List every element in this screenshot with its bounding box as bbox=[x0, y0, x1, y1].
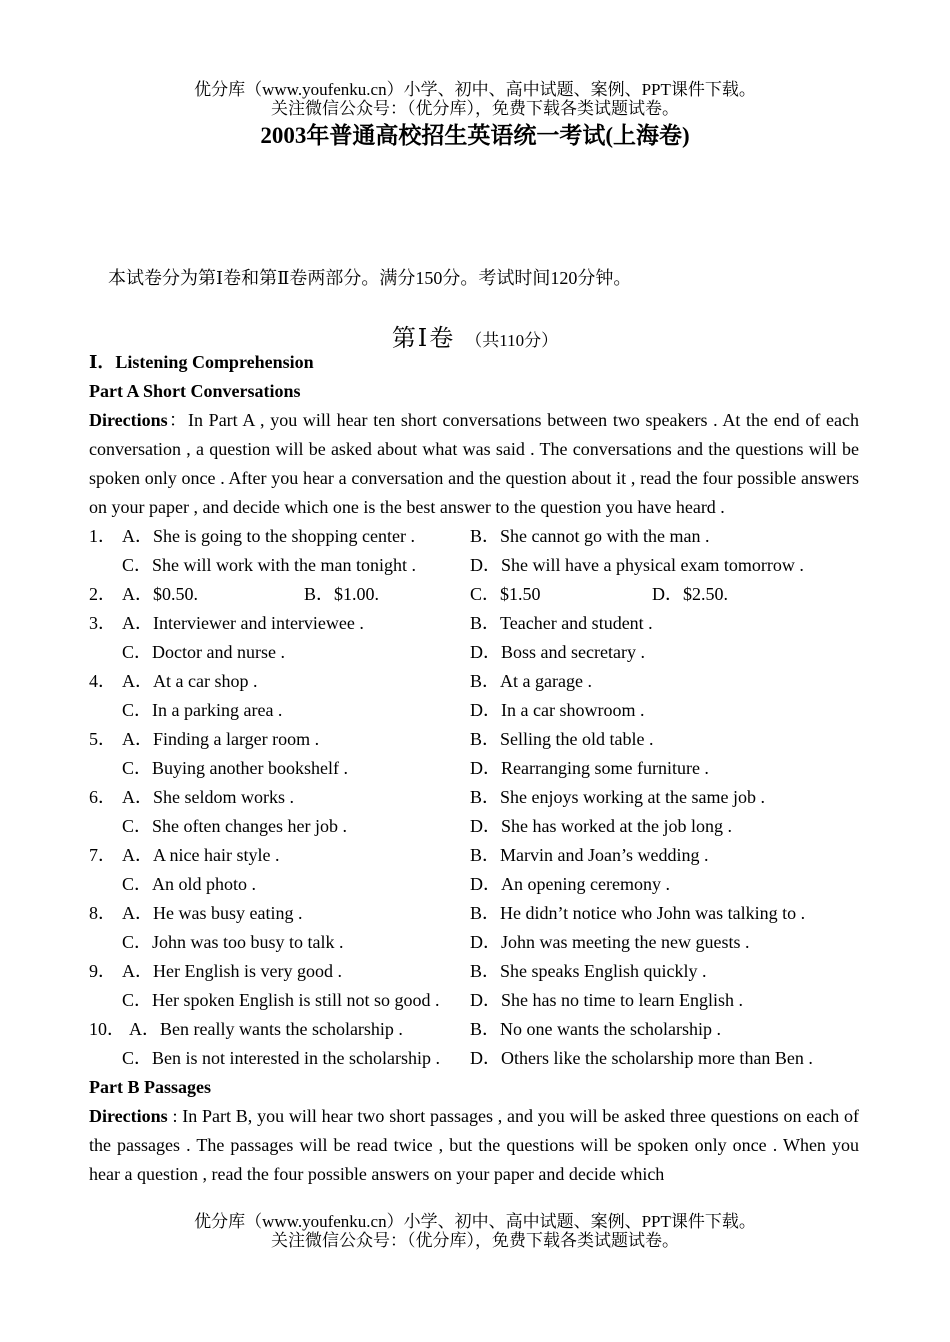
part-b-directions bbox=[89, 1102, 859, 1189]
option-a: A．A nice hair style . bbox=[122, 845, 280, 865]
part-a-title: Part A Short Conversations bbox=[89, 381, 301, 401]
page-title: 2003年普通高校招生英语统一考试(上海卷) bbox=[260, 123, 690, 148]
exam-content bbox=[89, 348, 859, 1189]
directions-text: ：In Part A , you will hear ten short conversations between two speakers . At the end of each conversation , a question will be asked about what was said . The conversations and the questions will be spoken only once . After you hear a conversation and the question about it , read the four possible answers on your paper , and decide which one is the best answer to the question you have heard . bbox=[89, 410, 859, 517]
option-d: D．Others like the scholarship more than Ben . bbox=[470, 1048, 813, 1068]
question-number: 3． bbox=[89, 613, 116, 633]
part-a-directions bbox=[89, 406, 859, 522]
option-a: A．She seldom works . bbox=[122, 787, 294, 807]
question-row bbox=[89, 580, 859, 609]
option-d: D．John was meeting the new guests . bbox=[470, 932, 750, 952]
question-row bbox=[89, 1015, 859, 1044]
question-row bbox=[89, 841, 859, 870]
option-c: C．Ben is not interested in the scholarship . bbox=[122, 1048, 440, 1068]
option-c: C．Her spoken English is still not so good . bbox=[122, 990, 440, 1010]
part-b-title: Part B Passages bbox=[89, 1077, 211, 1097]
section-number: Ⅰ． bbox=[89, 352, 116, 372]
question-number: 4． bbox=[89, 671, 116, 691]
option-d: D．Boss and secretary . bbox=[470, 642, 645, 662]
directions-label: Directions bbox=[89, 410, 168, 430]
option-a: A．$0.50. bbox=[122, 584, 198, 604]
option-c: C．An old photo . bbox=[122, 874, 257, 894]
option-a: A．At a car shop . bbox=[122, 671, 258, 691]
footer-line-2: 关注微信公众号：（优分库），免费下载各类试题试卷。 bbox=[271, 1231, 679, 1250]
option-c: C．$1.50 bbox=[470, 584, 541, 604]
question-number: 10． bbox=[89, 1019, 125, 1039]
question-number: 9． bbox=[89, 961, 116, 981]
option-a: A．He was busy eating . bbox=[122, 903, 303, 923]
question-row bbox=[89, 812, 859, 841]
question-number: 7． bbox=[89, 845, 116, 865]
option-c: C．She often changes her job . bbox=[122, 816, 347, 836]
question-row bbox=[89, 522, 859, 551]
option-a: A．Her English is very good . bbox=[122, 961, 342, 981]
option-a: A．Finding a larger room . bbox=[122, 729, 320, 749]
option-d: D．Rearranging some furniture . bbox=[470, 758, 709, 778]
question-number: 2． bbox=[89, 584, 116, 604]
section-heading bbox=[89, 348, 859, 377]
option-d: D．An opening ceremony . bbox=[470, 874, 670, 894]
option-d: D．She will have a physical exam tomorrow . bbox=[470, 555, 804, 575]
option-c: C．Buying another bookshelf . bbox=[122, 758, 348, 778]
option-c: C．In a parking area . bbox=[122, 700, 283, 720]
option-c: C．Doctor and nurse . bbox=[122, 642, 285, 662]
question-row bbox=[89, 667, 859, 696]
option-a: A．She is going to the shopping center . bbox=[122, 526, 415, 546]
question-row bbox=[89, 870, 859, 899]
question-row bbox=[89, 1044, 859, 1073]
question-row bbox=[89, 899, 859, 928]
option-a: A．Interviewer and interviewee . bbox=[122, 613, 364, 633]
section-title: Listening Comprehension bbox=[115, 352, 314, 372]
footer-line-1: 优分库（www.youfenku.cn）小学、初中、高中试题、案例、PPT课件下载。 bbox=[194, 1212, 756, 1231]
option-d: D．In a car showroom . bbox=[470, 700, 645, 720]
option-b: B．He didn’t notice who John was talking to . bbox=[470, 903, 806, 923]
question-number: 5． bbox=[89, 729, 116, 749]
volume-score: （共110分） bbox=[465, 331, 559, 350]
option-d: D．She has no time to learn English . bbox=[470, 990, 743, 1010]
header-line-2: 关注微信公众号：（优分库），免费下载各类试题试卷。 bbox=[271, 99, 679, 118]
option-b: B．$1.00. bbox=[304, 584, 380, 604]
option-d: D．She has worked at the job long . bbox=[470, 816, 732, 836]
option-b: B．Marvin and Joan’s wedding . bbox=[470, 845, 709, 865]
question-row bbox=[89, 957, 859, 986]
option-b: B．No one wants the scholarship . bbox=[470, 1019, 721, 1039]
question-row bbox=[89, 928, 859, 957]
option-b: B．She enjoys working at the same job . bbox=[470, 787, 765, 807]
question-row bbox=[89, 696, 859, 725]
question-row bbox=[89, 725, 859, 754]
directions-text: : In Part B, you will hear two short passages , and you will be asked three questions on each of the passages . The passages will be read twice , but the questions will be spoken only once . When you hear a question , read the four possible answers on your paper and decide which bbox=[89, 1106, 859, 1184]
question-row bbox=[89, 986, 859, 1015]
question-row bbox=[89, 754, 859, 783]
question-number: 6． bbox=[89, 787, 116, 807]
question-row bbox=[89, 609, 859, 638]
option-b: B．At a garage . bbox=[470, 671, 592, 691]
question-row bbox=[89, 783, 859, 812]
option-c: C．She will work with the man tonight . bbox=[122, 555, 416, 575]
directions-label: Directions bbox=[89, 1106, 168, 1126]
intro-text: 本试卷分为第Ⅰ卷和第Ⅱ卷两部分。满分150分。考试时间120分钟。 bbox=[108, 268, 632, 288]
option-d: D．$2.50. bbox=[652, 584, 728, 604]
option-b: B．Selling the old table . bbox=[470, 729, 654, 749]
option-b: B．She speaks English quickly . bbox=[470, 961, 707, 981]
question-row bbox=[89, 638, 859, 667]
option-b: B．Teacher and student . bbox=[470, 613, 653, 633]
volume-label: 第Ⅰ卷 bbox=[391, 324, 456, 352]
question-number: 8． bbox=[89, 903, 116, 923]
option-a: A．Ben really wants the scholarship . bbox=[129, 1019, 403, 1039]
question-number: 1． bbox=[89, 526, 116, 546]
header-line-1: 优分库（www.youfenku.cn）小学、初中、高中试题、案例、PPT课件下载。 bbox=[194, 80, 756, 99]
option-b: B．She cannot go with the man . bbox=[470, 526, 710, 546]
option-c: C．John was too busy to talk . bbox=[122, 932, 344, 952]
question-row bbox=[89, 551, 859, 580]
